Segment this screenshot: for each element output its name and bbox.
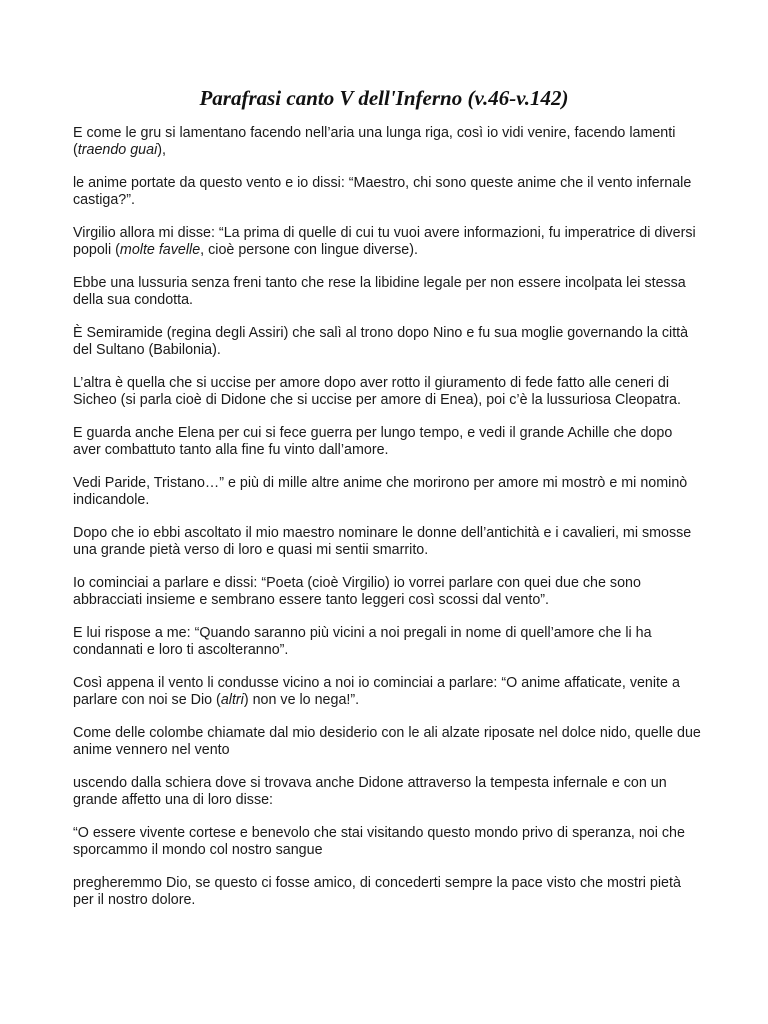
paragraph xyxy=(73,775,701,809)
text-segment: ), xyxy=(157,142,166,158)
paragraph xyxy=(73,425,701,459)
paragraph xyxy=(73,375,701,409)
paragraph xyxy=(73,725,701,759)
italic-text: altri xyxy=(220,692,244,708)
paragraph xyxy=(73,575,701,609)
text-segment: Così appena il vento li condusse vicino a noi io cominciai a parlare: “O anime affaticate, venite a parlare con noi se Dio ( xyxy=(73,675,680,708)
text-segment: Dopo che io ebbi ascoltato il mio maestro nominare le donne dell’antichità e i cavalieri, mi smosse una grande pietà verso di loro e quasi mi sentii smarrito. xyxy=(73,525,692,558)
paragraph xyxy=(73,175,701,209)
text-segment: L’altra è quella che si uccise per amore dopo aver rotto il giuramento di fede fatto alle ceneri di Sicheo (si parla cioè di Didone che si uccise per amore di Enea), poi c’è la lussuriosa Cleopatra. xyxy=(73,375,681,408)
text-segment: pregheremmo Dio, se questo ci fosse amico, di concederti sempre la pace visto che mostri pietà per il nostro dolore. xyxy=(73,875,681,908)
paragraph xyxy=(73,825,701,859)
text-segment: uscendo dalla schiera dove si trovava anche Didone attraverso la tempesta infernale e con un grande affetto una di loro disse: xyxy=(73,775,667,808)
text-segment: E come le gru si lamentano facendo nell’aria una lunga riga, così io vidi venire, facendo lamenti ( xyxy=(73,125,676,158)
text-segment: , cioè persone con lingue diverse). xyxy=(200,242,418,258)
text-segment: le anime portate da questo vento e io dissi: “Maestro, chi sono queste anime che il vento infernale castiga?”. xyxy=(73,175,692,208)
paragraph xyxy=(73,225,701,259)
text-segment: Ebbe una lussuria senza freni tanto che rese la libidine legale per non essere incolpata lei stessa della sua condotta. xyxy=(73,275,686,308)
document-body xyxy=(73,125,701,925)
paragraph xyxy=(73,275,701,309)
text-segment: ) non ve lo nega!”. xyxy=(243,692,360,708)
text-segment: Virgilio allora mi disse: “La prima di quelle di cui tu vuoi avere informazioni, fu imperatrice di diversi popoli ( xyxy=(73,225,696,258)
paragraph xyxy=(73,525,701,559)
text-segment: È Semiramide (regina degli Assiri) che salì al trono dopo Nino e fu sua moglie governando la città del Sultano (Babilonia). xyxy=(73,325,689,358)
italic-text: molte favelle xyxy=(119,242,201,258)
paragraph xyxy=(73,125,701,159)
text-segment: E guarda anche Elena per cui si fece guerra per lungo tempo, e vedi il grande Achille che dopo aver combattuto tanto alla fine fu vinto dall’amore. xyxy=(73,425,673,458)
paragraph xyxy=(73,875,701,909)
document-title: Parafrasi canto V dell'Inferno (v.46-v.142) xyxy=(199,86,569,110)
paragraph xyxy=(73,625,701,659)
paragraph xyxy=(73,325,701,359)
text-segment: Io cominciai a parlare e dissi: “Poeta (cioè Virgilio) io vorrei parlare con quei due che sono abbracciati insieme e sembrano essere tanto leggeri così scossi dal vento”. xyxy=(73,575,641,608)
paragraph xyxy=(73,475,701,509)
text-segment: Vedi Paride, Tristano…” e più di mille altre anime che morirono per amore mi mostrò e mi nominò indicandole. xyxy=(73,475,688,508)
text-segment: “O essere vivente cortese e benevolo che stai visitando questo mondo privo di speranza, noi che sporcammo il mondo col nostro sangue xyxy=(73,825,685,858)
italic-text: traendo guai xyxy=(77,142,158,158)
paragraph xyxy=(73,675,701,709)
text-segment: Come delle colombe chiamate dal mio desiderio con le ali alzate riposate nel dolce nido, quelle due anime vennero nel vento xyxy=(73,725,701,758)
text-segment: E lui rispose a me: “Quando saranno più vicini a noi pregali in nome di quell’amore che li ha condannati e loro ti ascolteranno”. xyxy=(73,625,652,658)
